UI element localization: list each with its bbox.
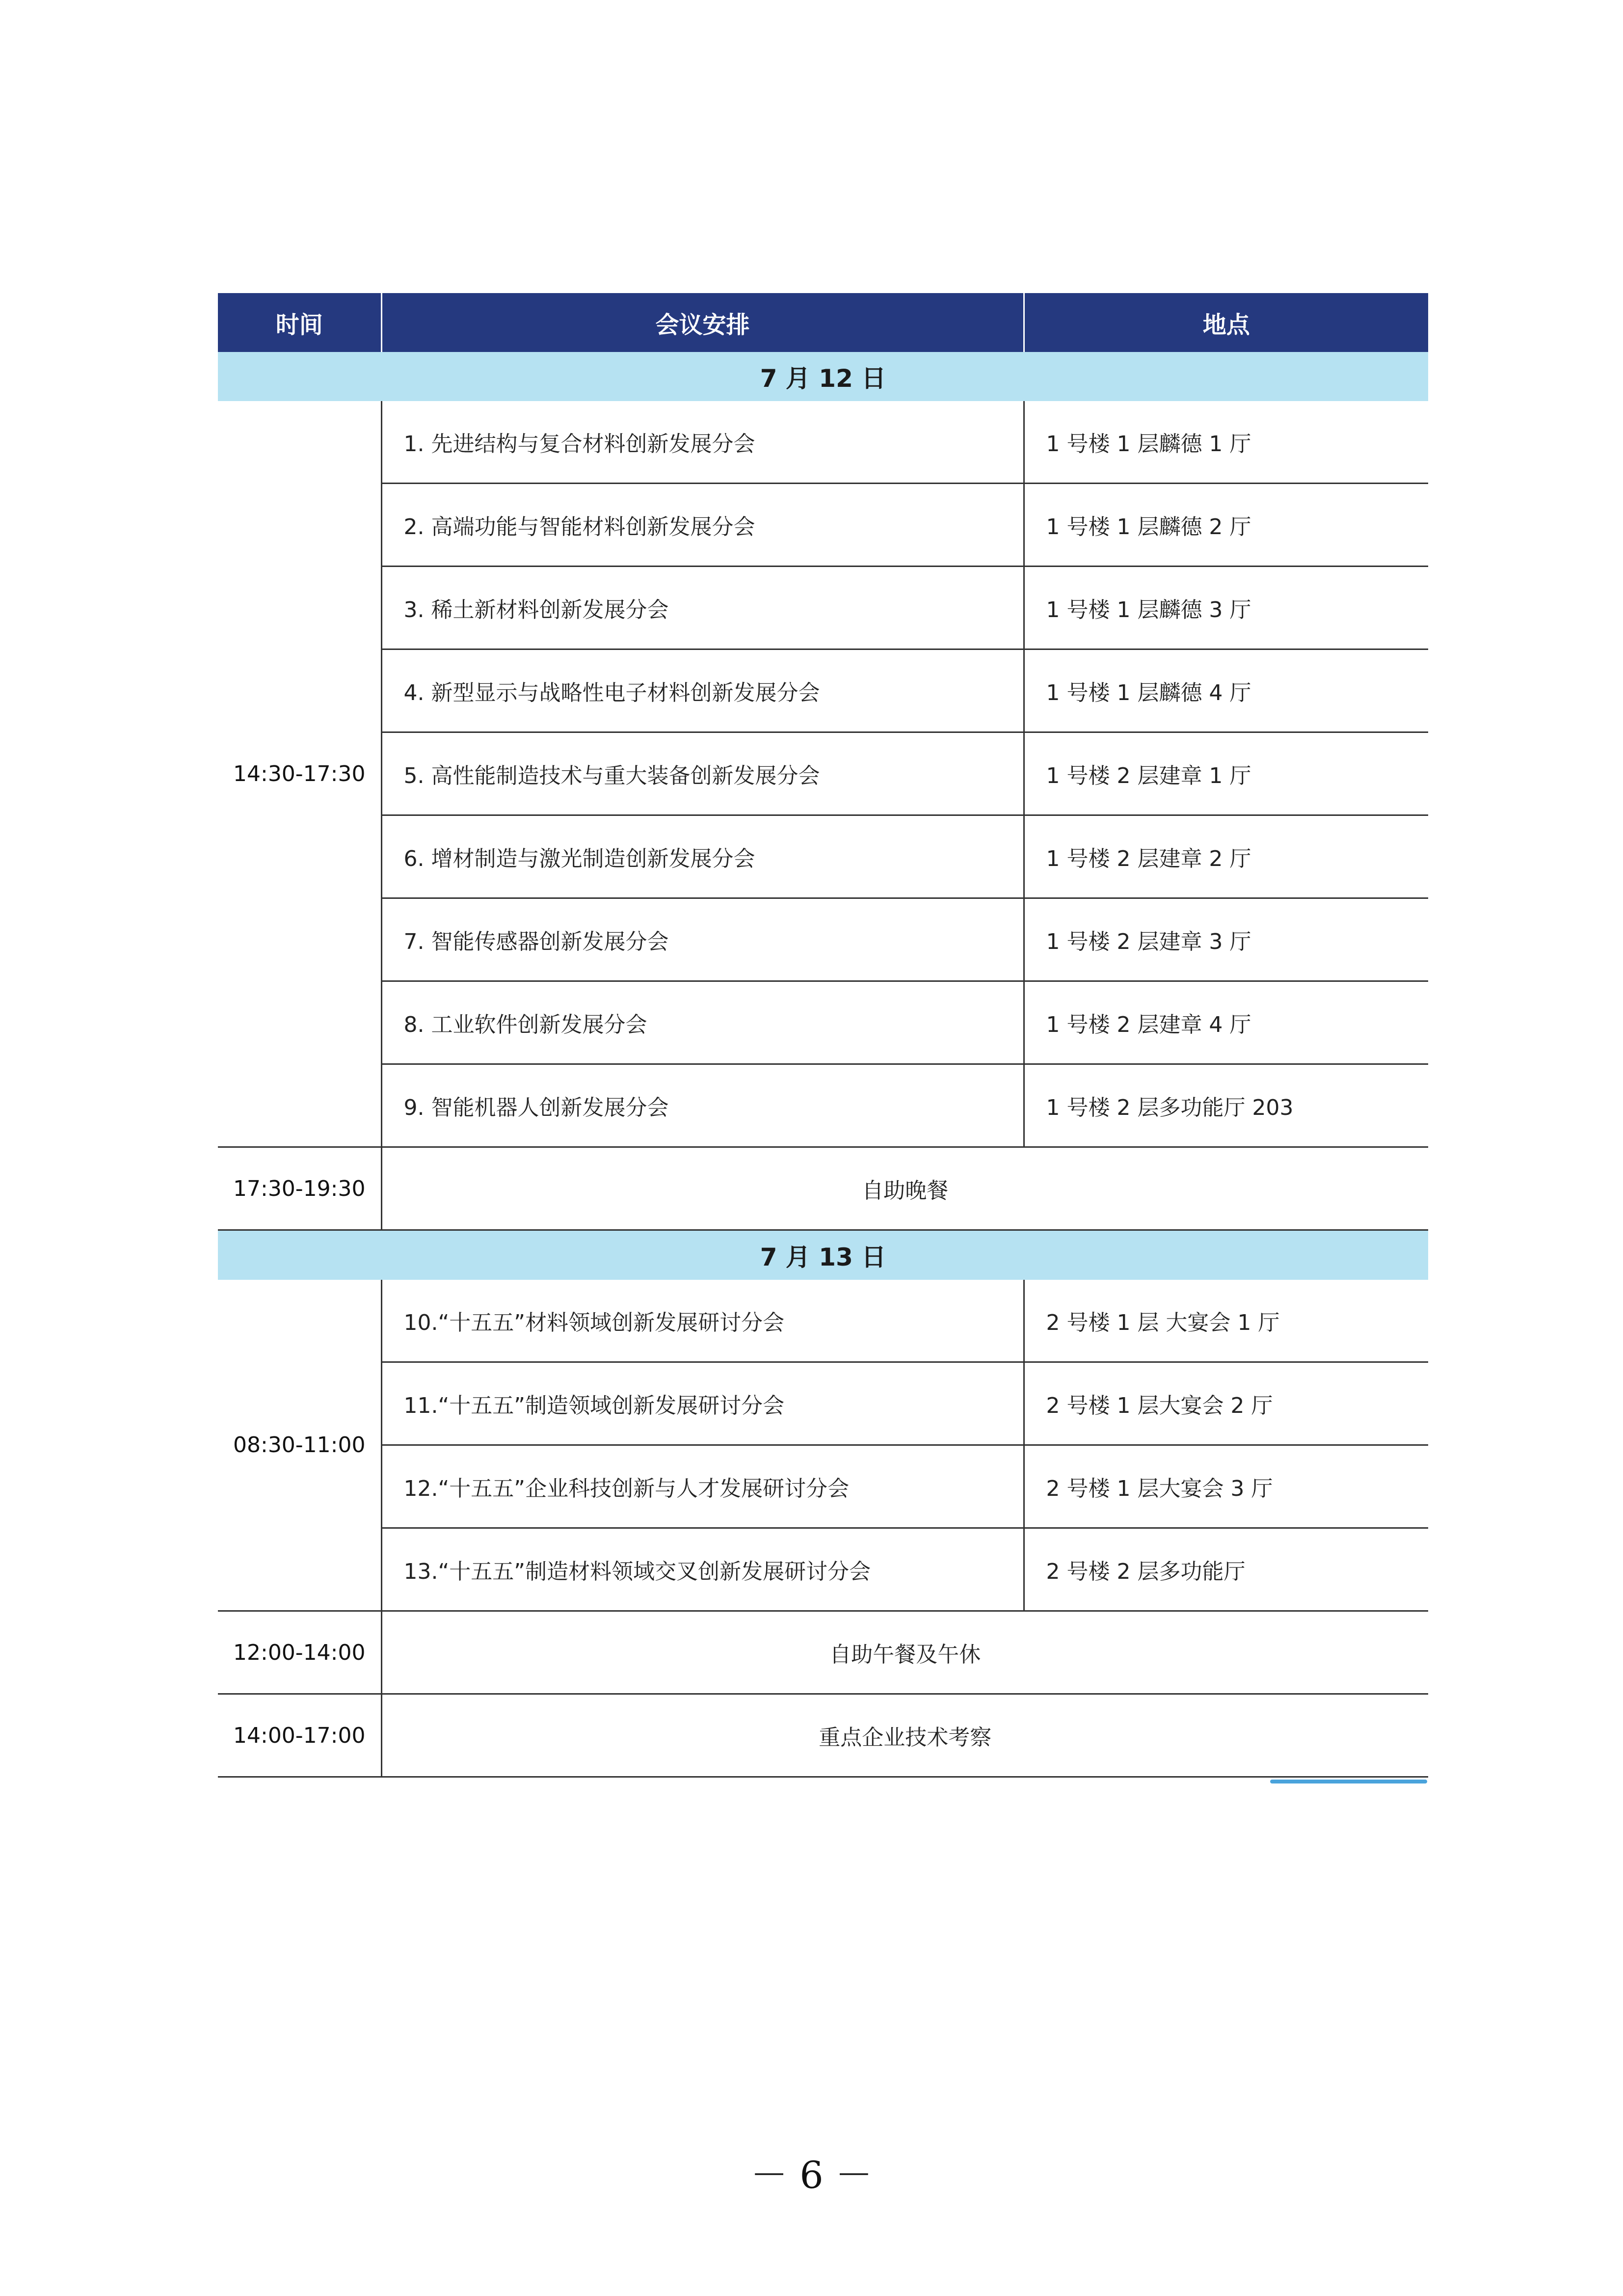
table-row-visit <box>218 1694 1428 1777</box>
table-header-row <box>218 293 1428 352</box>
session-venue: 1 号楼 1 层麟德 4 厅 <box>1024 649 1428 732</box>
lunch-label: 自助午餐及午休 <box>381 1611 1428 1694</box>
session-venue: 2 号楼 1 层大宴会 3 厅 <box>1024 1445 1428 1528</box>
page-number: － 6 － <box>750 2153 873 2197</box>
session-venue: 1 号楼 2 层建章 1 厅 <box>1024 732 1428 815</box>
table-row <box>218 1064 1428 1147</box>
header-agenda: 会议安排 <box>381 293 1024 352</box>
session-name: 8. 工业软件创新发展分会 <box>381 981 1024 1064</box>
session-name: 10.“十五五”材料领域创新发展研讨分会 <box>381 1280 1024 1362</box>
session-name: 7. 智能传感器创新发展分会 <box>381 898 1024 981</box>
header-time: 时间 <box>218 293 381 352</box>
table-row <box>218 401 1428 484</box>
visit-label: 重点企业技术考察 <box>381 1694 1428 1777</box>
session-name: 11.“十五五”制造领域创新发展研讨分会 <box>381 1362 1024 1445</box>
table-row <box>218 484 1428 567</box>
session-name: 2. 高端功能与智能材料创新发展分会 <box>381 484 1024 567</box>
session-venue: 2 号楼 1 层 大宴会 1 厅 <box>1024 1280 1428 1362</box>
session-venue: 1 号楼 1 层麟德 2 厅 <box>1024 484 1428 567</box>
session-name: 13.“十五五”制造材料领域交叉创新发展研讨分会 <box>381 1528 1024 1611</box>
session-name: 4. 新型显示与战略性电子材料创新发展分会 <box>381 649 1024 732</box>
table-row <box>218 649 1428 732</box>
session-venue: 1 号楼 1 层麟德 1 厅 <box>1024 401 1428 484</box>
session-time-cell: 14:30-17:30 <box>218 401 381 1147</box>
table-row <box>218 1280 1428 1362</box>
table-row <box>218 1362 1428 1445</box>
session-name: 12.“十五五”企业科技创新与人才发展研讨分会 <box>381 1445 1024 1528</box>
table-row <box>218 1528 1428 1611</box>
day-row-july-13 <box>218 1230 1428 1280</box>
dinner-time-cell: 17:30-19:30 <box>218 1147 381 1230</box>
session-name: 3. 稀土新材料创新发展分会 <box>381 567 1024 649</box>
session-venue: 1 号楼 2 层多功能厅 203 <box>1024 1064 1428 1147</box>
dinner-label: 自助晚餐 <box>381 1147 1428 1230</box>
session-venue: 2 号楼 1 层大宴会 2 厅 <box>1024 1362 1428 1445</box>
session-name: 9. 智能机器人创新发展分会 <box>381 1064 1024 1147</box>
table-row-dinner <box>218 1147 1428 1230</box>
session-venue: 1 号楼 2 层建章 4 厅 <box>1024 981 1428 1064</box>
header-venue: 地点 <box>1024 293 1428 352</box>
table-row <box>218 1445 1428 1528</box>
table-row-lunch <box>218 1611 1428 1694</box>
table-row <box>218 732 1428 815</box>
day-label: 7 月 12 日 <box>218 352 1428 401</box>
table-row <box>218 815 1428 898</box>
session-venue: 1 号楼 2 层建章 3 厅 <box>1024 898 1428 981</box>
day-row-july-12 <box>218 352 1428 401</box>
table-row <box>218 898 1428 981</box>
session-time-cell: 08:30-11:00 <box>218 1280 381 1611</box>
visit-time-cell: 14:00-17:00 <box>218 1694 381 1777</box>
session-venue: 1 号楼 1 层麟德 3 厅 <box>1024 567 1428 649</box>
lunch-time-cell: 12:00-14:00 <box>218 1611 381 1694</box>
session-venue: 2 号楼 2 层多功能厅 <box>1024 1528 1428 1611</box>
table-row <box>218 567 1428 649</box>
table-row <box>218 981 1428 1064</box>
schedule-table <box>218 293 1428 1778</box>
session-name: 1. 先进结构与复合材料创新发展分会 <box>381 401 1024 484</box>
day-label: 7 月 13 日 <box>218 1230 1428 1280</box>
decorative-accent-line <box>1270 1780 1427 1783</box>
session-name: 6. 增材制造与激光制造创新发展分会 <box>381 815 1024 898</box>
session-venue: 1 号楼 2 层建章 2 厅 <box>1024 815 1428 898</box>
session-name: 5. 高性能制造技术与重大装备创新发展分会 <box>381 732 1024 815</box>
